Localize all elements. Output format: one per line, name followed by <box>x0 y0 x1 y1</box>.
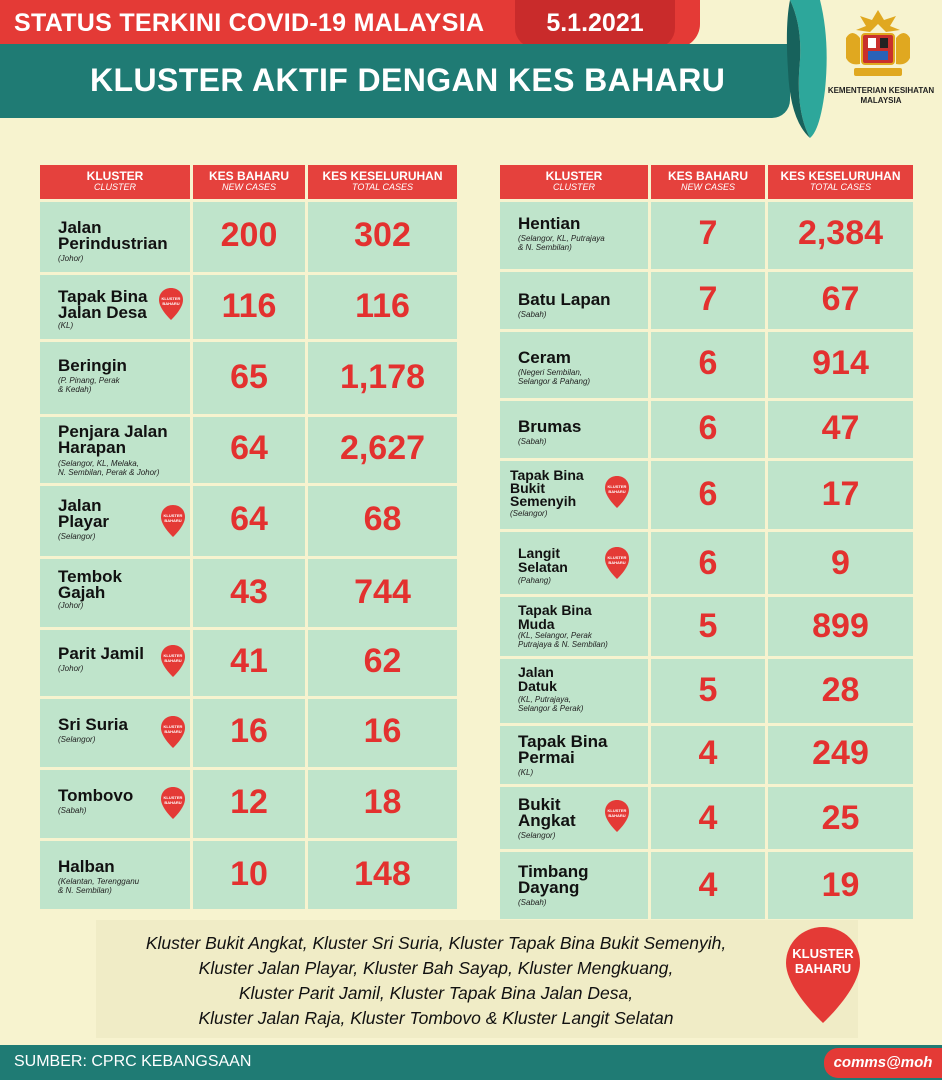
total-cases-value: 2,384 <box>797 214 884 252</box>
total-cases-value: 68 <box>363 500 402 538</box>
cluster-location: (Selangor) <box>58 735 96 744</box>
ministry-name <box>826 86 936 106</box>
cluster-name: Batu Lapan <box>518 290 611 309</box>
cluster-name: Jalan Perindustrian <box>58 218 168 253</box>
new-cases-value: 7 <box>698 280 718 318</box>
new-cases-value: 7 <box>698 214 718 252</box>
page-curl-decoration <box>770 0 830 140</box>
total-cases-value: 2,627 <box>339 429 426 467</box>
total-cases-value: 116 <box>355 287 410 325</box>
total-cases-value: 249 <box>812 734 869 772</box>
cluster-name: Tapak Bina Muda <box>518 602 592 632</box>
cluster-name: Tembok Gajah <box>58 567 122 602</box>
header-cluster: KLUSTER CLUSTER <box>500 165 648 199</box>
new-cases-value: 12 <box>230 783 268 821</box>
table-row <box>40 699 457 767</box>
total-cases-value: 62 <box>363 642 402 680</box>
total-cases-value: 19 <box>821 866 860 904</box>
total-cases-value: 17 <box>821 475 860 513</box>
new-cases-value: 43 <box>230 573 268 611</box>
table-row <box>500 461 913 529</box>
total-cases-value: 744 <box>354 573 411 611</box>
cluster-name: Hentian <box>518 214 581 233</box>
new-cluster-badge-icon: KLUSTER BAHARU <box>160 644 186 678</box>
new-cluster-note <box>96 920 858 1038</box>
table-row <box>500 401 913 458</box>
total-cases-value: 67 <box>821 280 860 318</box>
new-cases-value: 64 <box>230 429 268 467</box>
source-text: SUMBER: CPRC KEBANGSAAN <box>14 1053 252 1070</box>
cluster-location: (KL, Selangor, Perak Putrajaya & N. Sembilan) <box>518 631 608 649</box>
table-row <box>500 659 913 723</box>
table-row <box>40 275 457 339</box>
total-cases-value: 16 <box>363 712 402 750</box>
cluster-location: (Pahang) <box>518 576 551 585</box>
cluster-name: Halban <box>58 857 115 876</box>
table-row <box>500 787 913 849</box>
header-title: STATUS TERKINI COVID-19 MALAYSIA <box>14 9 485 37</box>
new-cases-value: 65 <box>230 358 268 396</box>
new-cases-value: 116 <box>221 287 277 325</box>
total-cases-value: 302 <box>354 216 411 254</box>
table-row <box>500 726 913 784</box>
cluster-location: (Sabah) <box>518 898 547 907</box>
footer-bar <box>0 1045 942 1080</box>
ministry-name-line2: MALAYSIA <box>860 96 902 105</box>
cluster-name: Tapak Bina Bukit Semenyih <box>510 467 584 509</box>
subtitle-banner <box>0 44 790 118</box>
new-cases-value: 4 <box>698 799 718 837</box>
table-row <box>500 597 913 656</box>
cluster-location: (Selangor, KL, Putrajaya & N. Sembilan) <box>518 234 605 252</box>
table-row <box>40 770 457 838</box>
ministry-name-line1: KEMENTERIAN KESIHATAN <box>827 86 935 95</box>
right-cluster-table <box>500 165 913 919</box>
new-cluster-badge-icon: KLUSTER BAHARU <box>604 799 630 833</box>
table-row <box>40 486 457 556</box>
table-row <box>40 202 457 272</box>
table-row <box>40 417 457 483</box>
cluster-name: Tapak Bina Jalan Desa <box>58 287 148 322</box>
cluster-location: (Kelantan, Terengganu & N. Sembilan) <box>58 877 140 895</box>
cluster-name: Ceram <box>518 348 571 367</box>
cluster-name: Jalan Datuk <box>518 664 557 694</box>
cluster-location: (Johor) <box>58 664 84 673</box>
table-header <box>500 165 913 199</box>
cluster-location: (Sabah) <box>518 310 547 319</box>
total-cases-value: 25 <box>821 799 860 837</box>
cluster-name: Jalan Playar <box>58 496 110 531</box>
table-row <box>500 852 913 919</box>
new-cases-value: 6 <box>698 475 718 513</box>
header-new-cases: KES BAHARU NEW CASES <box>193 165 305 199</box>
table-row <box>500 202 913 269</box>
header-total-cases: KES KESELURUHAN TOTAL CASES <box>768 165 913 199</box>
new-cases-value: 6 <box>698 409 718 447</box>
new-cases-value: 16 <box>230 712 268 750</box>
cluster-location: (Johor) <box>58 254 84 263</box>
table-row <box>40 559 457 627</box>
cluster-location: (Selangor) <box>510 509 548 518</box>
header-status-banner <box>0 0 700 48</box>
new-cases-value: 6 <box>698 544 718 582</box>
new-cluster-pin-label: KLUSTER BAHARU <box>792 946 854 976</box>
cluster-name: Tapak Bina Permai <box>518 732 608 767</box>
table-row <box>40 630 457 696</box>
header-cluster: KLUSTER CLUSTER <box>40 165 190 199</box>
cluster-name: Timbang Dayang <box>518 862 589 897</box>
header-subtitle: KLUSTER AKTIF DENGAN KES BAHARU <box>90 62 726 98</box>
table-row <box>500 272 913 329</box>
new-cluster-badge-icon: KLUSTER BAHARU <box>604 546 630 580</box>
cluster-location: (Selangor) <box>518 831 556 840</box>
new-cases-value: 4 <box>698 866 718 904</box>
cluster-location: (KL) <box>518 768 534 777</box>
table-row <box>40 841 457 909</box>
note-line-2: Kluster Jalan Playar, Kluster Bah Sayap, Kluster Mengkuang, <box>198 958 674 978</box>
date-box <box>515 0 675 48</box>
cluster-name: Penjara Jalan Harapan <box>58 422 168 457</box>
cluster-location: (Sabah) <box>58 806 87 815</box>
new-cluster-badge-icon: KLUSTER BAHARU <box>160 715 186 749</box>
left-cluster-table <box>40 165 457 909</box>
cluster-name: Tombovo <box>58 786 134 805</box>
cluster-location: (KL) <box>58 321 74 330</box>
cluster-location: (Sabah) <box>518 437 547 446</box>
table-row <box>500 532 913 594</box>
header-total-cases: KES KESELURUHAN TOTAL CASES <box>308 165 457 199</box>
new-cases-value: 5 <box>698 671 718 709</box>
table-header <box>40 165 457 199</box>
new-cases-value: 10 <box>230 855 268 893</box>
header-new-cases: KES BAHARU NEW CASES <box>651 165 765 199</box>
table-row <box>40 342 457 414</box>
cluster-name: Brumas <box>518 417 582 436</box>
cluster-location: (Negeri Sembilan, Selangor & Pahang) <box>518 368 591 386</box>
new-cluster-badge-icon: KLUSTER BAHARU <box>158 287 184 321</box>
coat-of-arms-logo <box>838 8 918 83</box>
brand-tag: comms@moh <box>824 1048 942 1078</box>
total-cases-value: 1,178 <box>339 358 426 396</box>
total-cases-value: 47 <box>821 409 860 447</box>
cluster-location: (Selangor, KL, Melaka, N. Sembilan, Perak & Johor) <box>58 459 160 477</box>
cluster-location: (P. Pinang, Perak & Kedah) <box>58 376 120 394</box>
cluster-location: (KL, Putrajaya, Selangor & Perak) <box>518 695 584 713</box>
new-cases-value: 200 <box>220 216 278 254</box>
cluster-name: Langit Selatan <box>518 545 568 575</box>
total-cases-value: 914 <box>812 344 869 382</box>
new-cluster-badge-icon: KLUSTER BAHARU <box>160 786 186 820</box>
cluster-location: (Johor) <box>58 601 84 610</box>
cluster-name: Beringin <box>58 356 127 375</box>
total-cases-value: 28 <box>821 671 860 709</box>
new-cases-value: 6 <box>698 344 718 382</box>
new-cases-value: 5 <box>698 607 718 645</box>
header-date: 5.1.2021 <box>546 9 644 37</box>
new-cluster-badge-icon: KLUSTER BAHARU <box>604 475 630 509</box>
cluster-name: Parit Jamil <box>58 644 144 663</box>
total-cases-value: 148 <box>354 855 411 893</box>
new-cases-value: 64 <box>230 500 268 538</box>
total-cases-value: 899 <box>812 607 869 645</box>
new-cases-value: 4 <box>698 734 718 772</box>
cluster-name: Bukit Angkat <box>518 795 576 830</box>
note-line-3: Kluster Parit Jamil, Kluster Tapak Bina Jalan Desa, <box>238 983 634 1003</box>
cluster-location: (Selangor) <box>58 532 96 541</box>
total-cases-value: 9 <box>831 544 850 582</box>
note-line-4: Kluster Jalan Raja, Kluster Tombovo & Kluster Langit Selatan <box>198 1008 674 1028</box>
cluster-name: Sri Suria <box>58 715 128 734</box>
total-cases-value: 18 <box>363 783 402 821</box>
new-cases-value: 41 <box>230 642 268 680</box>
new-cluster-badge-icon: KLUSTER BAHARU <box>160 504 186 538</box>
note-line-1: Kluster Bukit Angkat, Kluster Sri Suria, Kluster Tapak Bina Bukit Semenyih, <box>145 933 727 953</box>
table-row <box>500 332 913 398</box>
